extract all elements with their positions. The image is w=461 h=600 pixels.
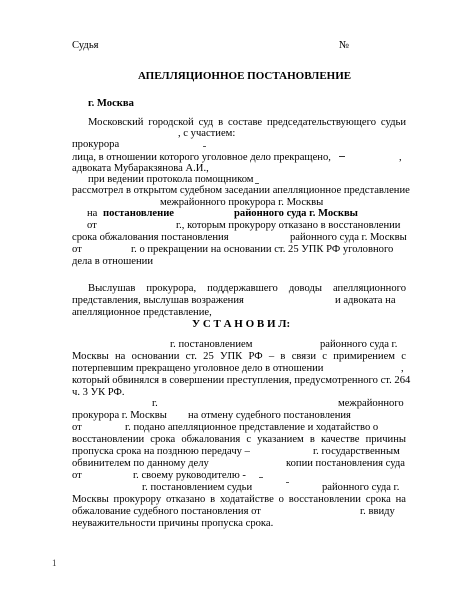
intro-line-9a: на bbox=[87, 208, 98, 219]
body-p2-line-2b: на отмену судебного постановления bbox=[188, 410, 351, 421]
intro-line-2: , с участием: bbox=[178, 128, 236, 139]
body-p1-line-1a: г. постановлением bbox=[170, 339, 253, 350]
established-heading: У С Т А Н О В И Л: bbox=[192, 318, 291, 330]
body-p2-line-3a: от bbox=[72, 422, 82, 433]
intro-line-8: межрайонного прокурора г. Москвы bbox=[160, 197, 324, 208]
case-number-label: № bbox=[339, 40, 350, 51]
body-p2-line-5b: г. государственным bbox=[313, 446, 400, 457]
document-title: АПЕЛЛЯЦИОННОЕ ПОСТАНОВЛЕНИЕ bbox=[138, 70, 352, 82]
body-p3-line-3b: г. ввиду bbox=[360, 506, 395, 517]
intro-line-11b: районного суда г. Москвы bbox=[290, 232, 407, 243]
body-p1-line-5: ч. 3 УК РФ. bbox=[72, 387, 125, 398]
hearing-line-2b: и адвоката на bbox=[335, 295, 396, 306]
redaction-mark bbox=[339, 156, 345, 157]
body-p2-line-1a: г. bbox=[152, 398, 158, 409]
intro-line-3: прокурора bbox=[72, 139, 120, 150]
intro-line-10a: от bbox=[87, 220, 97, 231]
intro-line-6: при ведении протокола помощником bbox=[88, 174, 254, 185]
intro-line-7: рассмотрел в открытом судебном заседании апелляционное представление bbox=[72, 185, 410, 196]
body-p1-line-4: который обвинялся в совершении преступления, предусмотренного ст. 264 bbox=[72, 375, 411, 386]
body-p2-line-2a: прокурора г. Москвы bbox=[72, 410, 167, 421]
body-p1-line-3-comma: , bbox=[401, 363, 404, 374]
body-p2-line-5a: пропуска срока на позднюю передачу – bbox=[72, 446, 250, 457]
body-p1-line-3: потерпевшим прекращено уголовное дело в отношении bbox=[72, 363, 324, 374]
intro-line-13: дела в отношении bbox=[72, 256, 153, 267]
hearing-line-2a: представления, выслушав возражения bbox=[72, 295, 244, 306]
intro-line-9b: постановление bbox=[103, 208, 175, 219]
intro-line-12b: г. о прекращении на основании ст. 25 УПК РФ уголовного bbox=[131, 244, 394, 255]
body-p2-line-7a: от bbox=[72, 470, 82, 481]
judge-label: Судья bbox=[72, 40, 99, 51]
intro-line-11a: срока обжалования постановления bbox=[72, 232, 229, 243]
intro-line-9c: районного суда г. Москвы bbox=[234, 208, 358, 219]
body-p1-line-1b: районного суда г. bbox=[320, 339, 398, 350]
body-p2-line-3b: г. подано апелляционное представление и ходатайство о bbox=[125, 422, 379, 433]
body-p3-line-1a: г. постановлением судьи bbox=[142, 482, 253, 493]
body-p2-line-4: восстановлении срока обжалования с указанием в качестве причины bbox=[72, 434, 406, 445]
intro-line-10b: г., которым прокурору отказано в восстановлении bbox=[176, 220, 401, 231]
body-p2-line-6b: копии постановления суда bbox=[286, 458, 405, 469]
redaction-mark bbox=[259, 477, 263, 478]
redaction-mark bbox=[203, 146, 206, 147]
redaction-mark bbox=[255, 183, 259, 184]
hearing-line-3: апелляционное представление, bbox=[72, 307, 212, 318]
page-number: 1 bbox=[52, 558, 57, 568]
redaction-mark bbox=[286, 482, 289, 483]
body-p3-line-2: Москвы прокурору отказано в ходатайстве о восстановлении срока на bbox=[72, 494, 406, 505]
body-p2-line-1b: межрайонного bbox=[338, 398, 404, 409]
hearing-line-1: Выслушав прокурора, поддержавшего доводы апелляционного bbox=[88, 283, 406, 294]
body-p2-line-7b: г. своему руководителю - bbox=[133, 470, 246, 481]
body-p3-line-3a: обжалование судебного постановления от bbox=[72, 506, 261, 517]
intro-line-12a: от bbox=[72, 244, 82, 255]
city-label: г. Москва bbox=[88, 98, 134, 109]
body-p3-line-1b: районного суда г. bbox=[322, 482, 400, 493]
body-p1-line-2: Москвы на основании ст. 25 УПК РФ – в связи с примирением с bbox=[72, 351, 406, 362]
body-p3-line-4: неуважительности причины пропуска срока. bbox=[72, 518, 274, 529]
intro-line-4: лица, в отношении которого уголовное дело прекращено, bbox=[72, 152, 331, 163]
intro-line-5: адвоката Мубаракзянова А.И., bbox=[72, 163, 209, 174]
intro-line-4-comma: , bbox=[399, 152, 402, 163]
body-p2-line-6a: обвинителем по данному делу bbox=[72, 458, 209, 469]
intro-line-1: Московский городской суд в составе председательствующего судьи bbox=[88, 117, 406, 128]
